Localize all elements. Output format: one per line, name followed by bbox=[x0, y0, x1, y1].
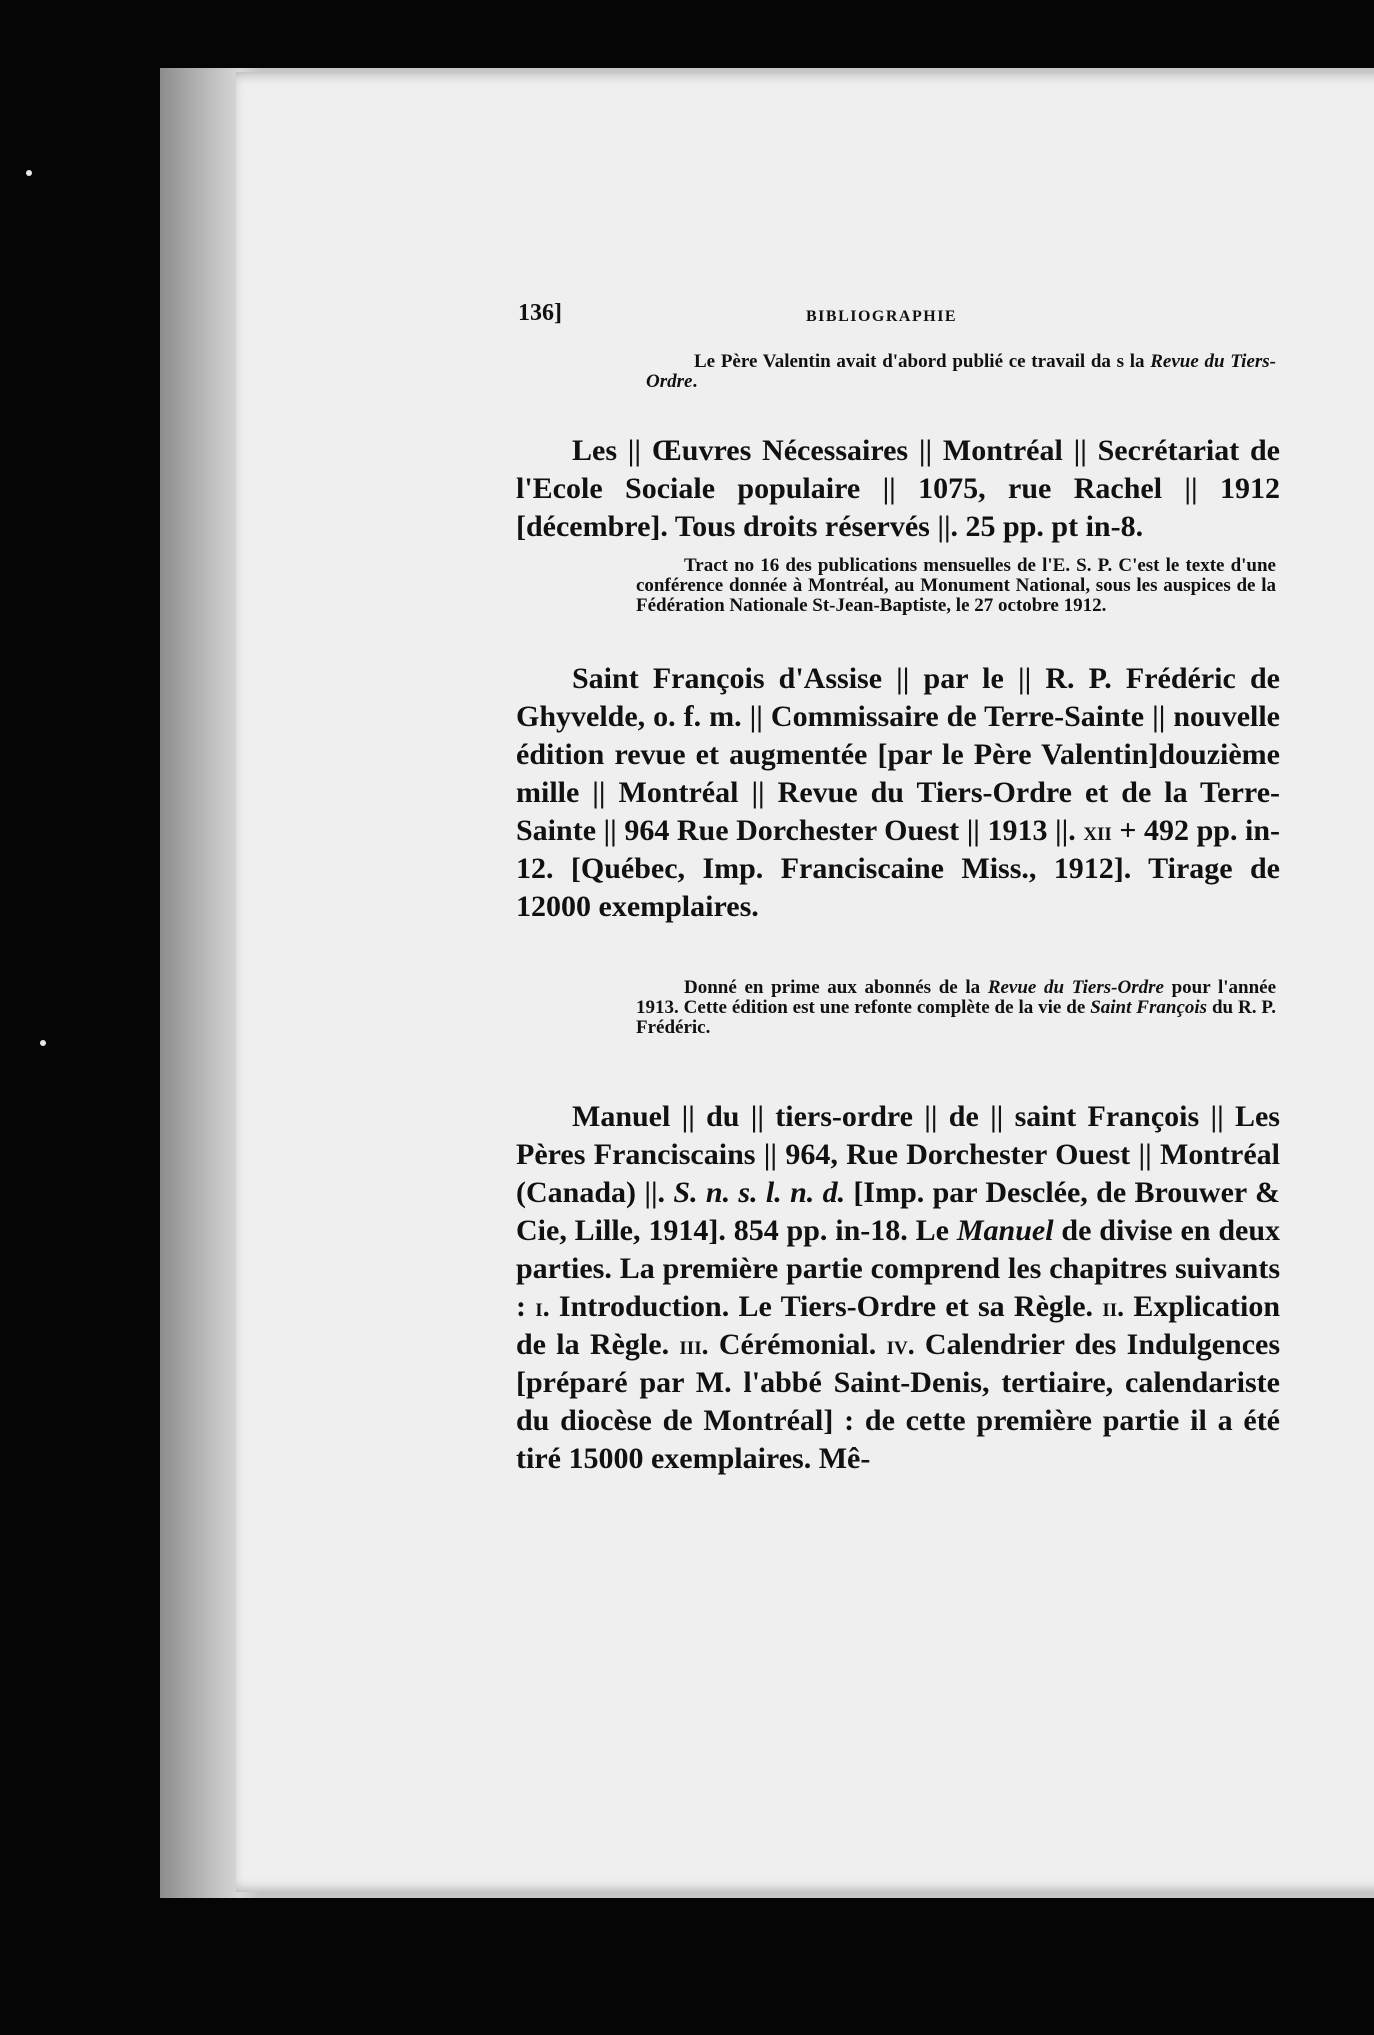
entry-text: Calendrier des Indulgences [préparé par M. l'abbé Saint-Denis, tertiaire, calendariste du diocèse de Montréal] : de cette première partie il a été tiré 15000 exemplaires. Mê- bbox=[516, 1328, 1281, 1475]
note-text: du R. P. Frédéric. bbox=[636, 997, 1277, 1038]
entry-text: Cérémonial. bbox=[718, 1328, 877, 1361]
entry-smallcaps: iii. bbox=[679, 1329, 709, 1360]
entry-italic: S. n. s. l. n. d. bbox=[673, 1176, 846, 1209]
entry-manuel-tiers-ordre bbox=[516, 1098, 1280, 1478]
page-header bbox=[516, 300, 1280, 352]
note-italic: Saint François bbox=[1090, 997, 1208, 1018]
page-text bbox=[516, 300, 1280, 1478]
note-entry-1: Tract no 16 des publications mensuelles de l'E. S. P. C'est le texte d'une conférence donnée à Montréal, au Monument National, sous les auspices de la Fédération Nationale St-Jean-Baptiste, le 27 octobre 1912. bbox=[636, 555, 1276, 616]
entry-text: Introduction. Le Tiers-Ordre et sa Règle. bbox=[558, 1290, 1094, 1323]
entry-smallcaps: xii bbox=[1083, 815, 1112, 846]
note-text: Le Père Valentin avait d'abord publié ce travail da bbox=[694, 351, 1111, 372]
running-head: BIBLIOGRAPHIE bbox=[806, 308, 958, 325]
entry-smallcaps: i. bbox=[535, 1291, 550, 1322]
entry-smallcaps: iv. bbox=[886, 1329, 915, 1360]
entry-text: Manuel || du || tiers-ordre || de || saint François || Les Pères Franciscains || 964, Rue Dorchester Ouest || Montréal (Canada) ||. bbox=[516, 1100, 1280, 1209]
note-entry-0 bbox=[646, 352, 1276, 392]
entry-oeuvres-necessaires: Les || Œuvres Nécessaires || Montréal || Secrétariat de l'Ecole Sociale populaire || 1075, rue Rachel || 1912 [décembre]. Tous droits réservés ||. 25 pp. pt in-8. bbox=[516, 434, 1280, 543]
entry-smallcaps: ii. bbox=[1102, 1291, 1125, 1322]
note-italic: Revue du Tiers-Ordre bbox=[987, 977, 1164, 998]
note-text: . bbox=[692, 371, 698, 392]
scan-speck bbox=[40, 1040, 46, 1046]
entry-italic: Manuel bbox=[956, 1214, 1054, 1247]
scan-speck bbox=[26, 170, 32, 176]
entry-text: [Imp. par Desclée, de Brouwer & Cie, Lille, 1914]. 854 pp. in-18. Le bbox=[516, 1176, 1280, 1247]
entry-text: Saint François d'Assise || par le || R. P. Frédéric de Ghyvelde, o. f. m. || Commissaire de Terre-Sainte || nouvelle édition revue et augmentée [par le Père Valentin]douzième mille || Montréal || Revue du Tiers-Ordre et de la Terre-Sainte || 964 Rue Dorchester Ouest || 1913 ||. bbox=[516, 662, 1280, 847]
note-entry-2 bbox=[636, 978, 1276, 1038]
entry-saint-francois bbox=[516, 660, 1280, 926]
page-number: 136] bbox=[518, 300, 562, 326]
note-text: s la bbox=[1116, 351, 1145, 372]
note-text: Donné en prime aux abonnés de la bbox=[684, 977, 981, 998]
entry-text: de divise en deux parties. La première partie comprend les chapitres suivants : bbox=[516, 1214, 1281, 1323]
entry-text: Explication de la Règle. bbox=[516, 1290, 1281, 1361]
note-text: pour l'année 1913. Cette édition est une refonte complète de la vie de bbox=[636, 977, 1277, 1018]
note-italic: Revue du Tiers-Ordre bbox=[646, 351, 1277, 392]
entry-text: + 492 pp. in-12. [Québec, Imp. Franciscaine Miss., 1912]. Tirage de 12000 exemplaires. bbox=[516, 814, 1281, 923]
